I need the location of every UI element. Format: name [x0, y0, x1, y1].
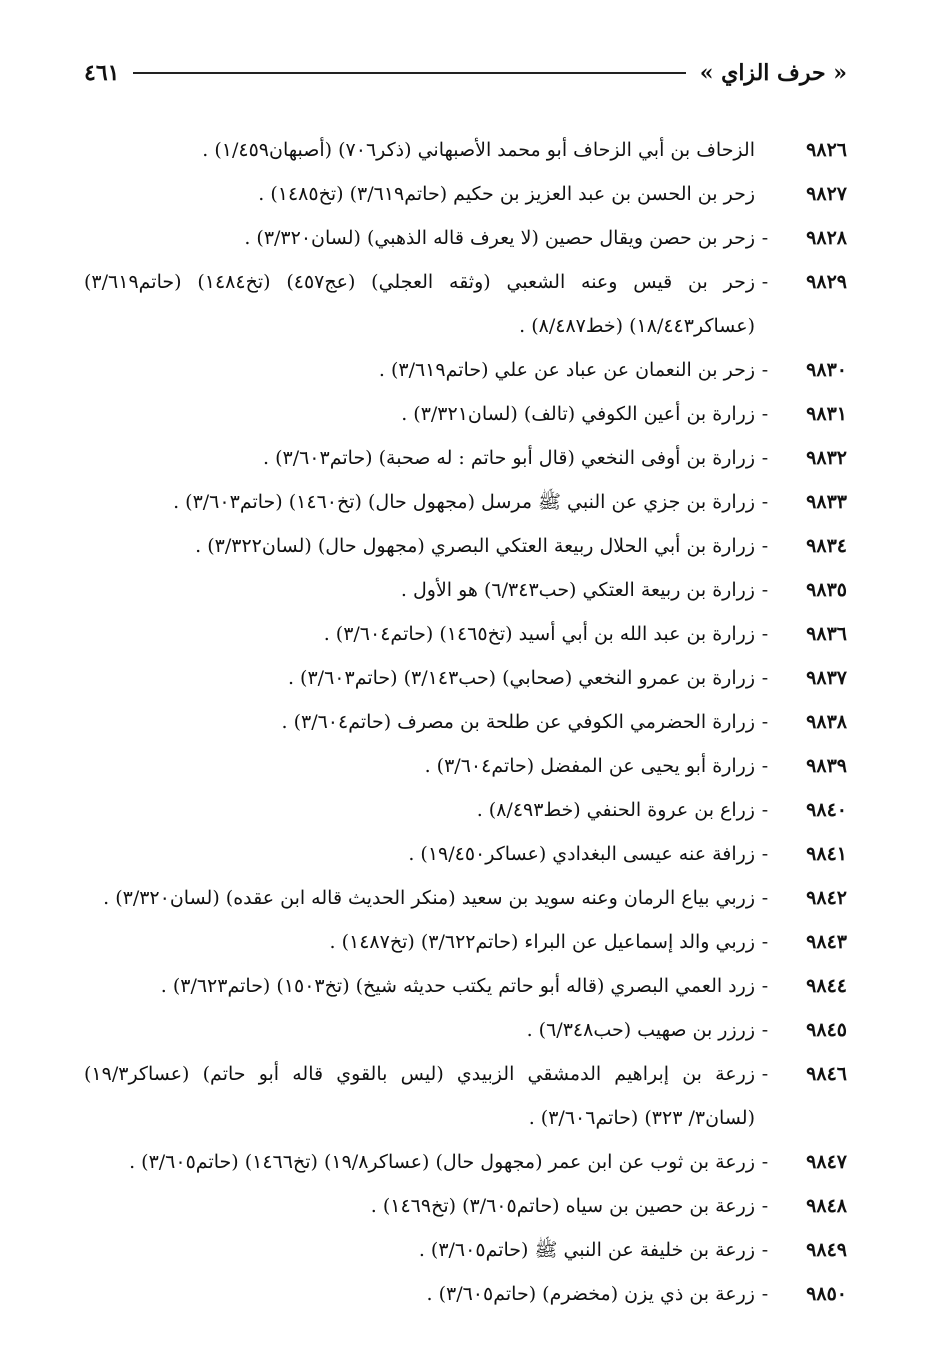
entry-dash: - [761, 843, 769, 865]
entry-number: ٩٨٢٨ [806, 227, 847, 249]
entry-text: زرارة بن جزي عن النبي ﷺ مرسل (مجهول حال) (تخ١٤٦٠) (حاتم٣/٦٠٣) . [173, 491, 755, 513]
entry-text: زرد العمي البصري (قاله أبو حاتم يكتب حديثه شيخ) (تخ١٥٠٣) (حاتم٣/٦٢٣) . [160, 975, 755, 997]
list-item [84, 656, 847, 700]
entry-number: ٩٨٤١ [806, 843, 847, 865]
list-item [84, 524, 847, 568]
entry-number: ٩٨٣٦ [806, 623, 847, 645]
running-header [84, 56, 847, 90]
list-item [84, 1184, 847, 1228]
entry-text: زرعة بن ذي يزن (مخضرم) (حاتم٣/٦٠٥) . [426, 1283, 755, 1305]
entry-number: ٩٨٤٧ [806, 1151, 847, 1173]
entry-dash: - [761, 887, 769, 909]
entry-text: زرعة بن حصين بن سياه (حاتم٣/٦٠٥) (تخ١٤٦٩) . [370, 1195, 755, 1217]
entry-number: ٩٨٣٥ [806, 579, 847, 601]
entry-text: زرارة بن أوفى النخعي (قال أبو حاتم : له صحبة) (حاتم٣/٦٠٣) . [262, 447, 755, 469]
list-item [84, 832, 847, 876]
list-item [84, 480, 847, 524]
list-item [84, 1008, 847, 1052]
entry-dash: - [761, 931, 769, 953]
entry-number: ٩٨٤٩ [806, 1239, 847, 1261]
entry-number: ٩٨٣٤ [806, 535, 847, 557]
list-item [84, 920, 847, 964]
list-item [84, 788, 847, 832]
entry-text: زرارة بن عمرو النخعي (صحابي) (حب٣/١٤٣) (حاتم٣/٦٠٣) . [287, 667, 755, 689]
list-item [84, 348, 847, 392]
entry-number: ٩٨٢٦ [806, 139, 847, 161]
entry-text: زرعة بن خليفة عن النبي ﷺ (حاتم٣/٦٠٥) . [418, 1239, 755, 1261]
entry-dash: - [761, 1151, 769, 1173]
entry-text: زربي بياع الرمان وعنه سويد بن سعيد (منكر الحديث قاله ابن عقده) (لسان٣/٣٢٠) . [103, 887, 755, 909]
header-rule [133, 72, 685, 74]
list-item [84, 744, 847, 788]
page-number: ٤٦١ [84, 60, 120, 86]
entry-text: زحر بن قيس وعنه الشعبي (وثقه العجلي) (عج٤٥٧) (تخ١٤٨٤) (حاتم٣/٦١٩) (عساكر١٨/٤٤٣) (خط٨/٤٨٧) . [84, 271, 755, 337]
entry-number: ٩٨٤٨ [806, 1195, 847, 1217]
entry-text: زرارة بن ربيعة العتكي (حب٦/٣٤٣) هو الأول . [400, 579, 755, 601]
list-item [84, 172, 847, 216]
entry-text: زرعة بن إبراهيم الدمشقي الزبيدي (ليس بالقوي قاله أبو حاتم) (عساكر١٩/٣) (لسان٣/ ٣٢٣) (حاتم٣/٦٠٦) . [84, 1063, 755, 1129]
entry-dash: - [761, 271, 769, 293]
entry-dash: - [761, 447, 769, 469]
entry-text: زحر بن حصن ويقال حصين (لا يعرف قاله الذهبي) (لسان٣/٣٢٠) . [244, 227, 755, 249]
entry-text: زرارة الحضرمي الكوفي عن طلحة بن مصرف (حاتم٣/٦٠٤) . [281, 711, 755, 733]
list-item [84, 436, 847, 480]
entry-dash: - [761, 227, 769, 249]
entry-text: زرعة بن ثوب عن ابن عمر (مجهول حال) (عساكر١٩/٨) (تخ١٤٦٦) (حاتم٣/٦٠٥) . [129, 1151, 755, 1173]
list-item [84, 1228, 847, 1272]
entry-number: ٩٨٣١ [806, 403, 847, 425]
entry-number: ٩٨٣٢ [806, 447, 847, 469]
entry-number: ٩٨٢٩ [806, 271, 847, 293]
entry-number: ٩٨٤٥ [806, 1019, 847, 1041]
entry-number: ٩٨٣٩ [806, 755, 847, 777]
entry-dash: - [761, 755, 769, 777]
entry-number: ٩٨٤٤ [806, 975, 847, 997]
entry-dash: - [761, 403, 769, 425]
entry-dash: - [761, 491, 769, 513]
entry-number: ٩٨٢٧ [806, 183, 847, 205]
entry-number: ٩٨٤٣ [806, 931, 847, 953]
entry-dash: - [761, 799, 769, 821]
entry-text: زرارة بن عبد الله بن أبي أسيد (تخ١٤٦٥) (حاتم٣/٦٠٤) . [323, 623, 755, 645]
entry-dash: - [761, 975, 769, 997]
entry-dash: - [761, 579, 769, 601]
entry-text: زرزر بن صهيب (حب٦/٣٤٨) . [526, 1019, 755, 1041]
list-item [84, 612, 847, 656]
list-item [84, 260, 847, 348]
list-item [84, 1140, 847, 1184]
entry-number: ٩٨٣٠ [806, 359, 847, 381]
entry-dash: - [761, 623, 769, 645]
list-item [84, 568, 847, 612]
section-title: « حرف الزاي » [699, 60, 847, 86]
entry-text: الزحاف بن أبي الزحاف أبو محمد الأصبهاني (ذكر٧٠٦) (أصبهان١/٤٥٩) . [202, 139, 755, 161]
entry-number: ٩٨٣٣ [806, 491, 847, 513]
entry-number: ٩٨٤٢ [806, 887, 847, 909]
list-item [84, 392, 847, 436]
entry-text: زحر بن النعمان عن عباد عن علي (حاتم٣/٦١٩) . [378, 359, 755, 381]
entry-dash: - [761, 1239, 769, 1261]
entry-number: ٩٨٣٨ [806, 711, 847, 733]
entry-text: زحر بن الحسن بن عبد العزيز بن حكيم (حاتم٣/٦١٩) (تخ١٤٨٥) . [258, 183, 755, 205]
entry-dash: - [761, 1195, 769, 1217]
list-item [84, 876, 847, 920]
entry-number: ٩٨٣٧ [806, 667, 847, 689]
list-item [84, 964, 847, 1008]
list-item [84, 128, 847, 172]
entry-number: ٩٨٥٠ [806, 1283, 847, 1305]
entry-text: زراع بن عروة الحنفي (خط٨/٤٩٣) . [476, 799, 755, 821]
entry-text: زرارة بن أبي الحلال ربيعة العتكي البصري (مجهول حال) (لسان٣/٣٢٢) . [195, 535, 755, 557]
entry-text: زرارة أبو يحيى عن المفضل (حاتم٣/٦٠٤) . [424, 755, 755, 777]
entry-list [84, 128, 847, 1316]
entry-text: زربي والد إسماعيل عن البراء (حاتم٣/٦٢٢) (تخ١٤٨٧) . [329, 931, 755, 953]
entry-dash: - [761, 1063, 769, 1085]
entry-number: ٩٨٤٦ [806, 1063, 847, 1085]
entry-dash: - [761, 535, 769, 557]
list-item [84, 700, 847, 744]
list-item [84, 216, 847, 260]
entry-dash: - [761, 667, 769, 689]
list-item [84, 1272, 847, 1316]
entry-number: ٩٨٤٠ [806, 799, 847, 821]
entry-text: زرافة عنه عيسى البغدادي (عساكر١٩/٤٥٠) . [408, 843, 755, 865]
entry-dash: - [761, 711, 769, 733]
entry-dash: - [761, 359, 769, 381]
entry-dash: - [761, 1019, 769, 1041]
entry-text: زرارة بن أعين الكوفي (تالف) (لسان٣/٣٢١) . [401, 403, 755, 425]
entry-dash: - [761, 1283, 769, 1305]
list-item [84, 1052, 847, 1140]
